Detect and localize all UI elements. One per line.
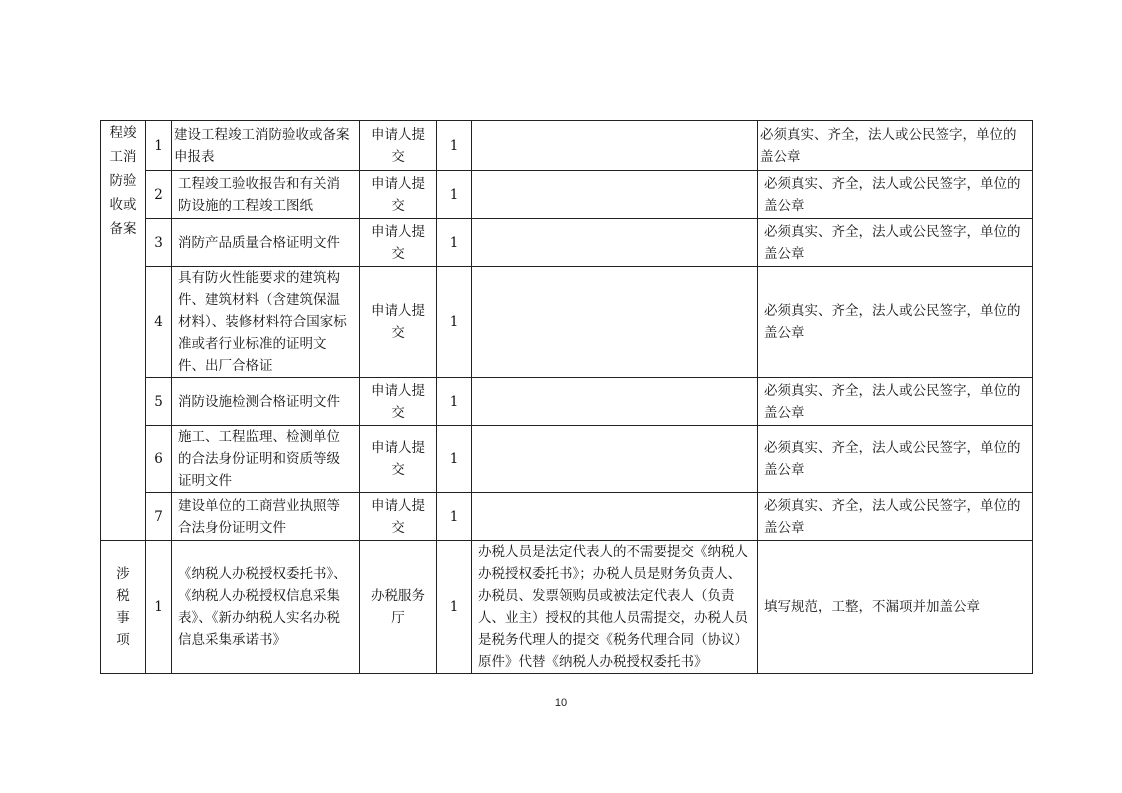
note-cell	[472, 426, 758, 493]
requirement-cell: 必须真实、齐全，法人或公民签字，单位的盖公章	[758, 267, 1033, 378]
copy-count: 1	[437, 219, 472, 267]
row-index: 4	[146, 267, 172, 378]
material-name: 具有防火性能要求的建筑构件、建筑材料（含建筑保温材料）、装修材料符合国家标准或者行业标准的证明文件、出厂合格证	[172, 267, 360, 378]
note-cell	[472, 121, 758, 171]
material-name: 工程竣工验收报告和有关消防设施的工程竣工图纸	[172, 171, 360, 219]
copy-count: 1	[437, 541, 472, 674]
submission-source: 申请人提交	[360, 378, 437, 426]
requirement-cell: 填写规范，工整，不漏项并加盖公章	[758, 541, 1033, 674]
copy-count: 1	[437, 493, 472, 541]
submission-source: 办税服务厅	[360, 541, 437, 674]
requirement-cell: 必须真实、齐全，法人或公民签字，单位的盖公章	[758, 426, 1033, 493]
material-name: 消防产品质量合格证明文件	[172, 219, 360, 267]
material-name: 消防设施检测合格证明文件	[172, 378, 360, 426]
material-name: 《纳税人办税授权委托书》、《纳税人办税授权信息采集表》、《新办纳税人实名办税信息采集承诺书》	[172, 541, 360, 674]
copy-count: 1	[437, 171, 472, 219]
table-row	[101, 378, 1033, 426]
submission-source: 申请人提交	[360, 171, 437, 219]
note-cell	[472, 378, 758, 426]
submission-source: 申请人提交	[360, 267, 437, 378]
table-row	[101, 493, 1033, 541]
requirement-cell: 必须真实、齐全，法人或公民签字，单位的盖公章	[758, 121, 1033, 171]
copy-count: 1	[437, 426, 472, 493]
category-cell: 程竣工消防验收或备案	[101, 121, 146, 541]
note-cell: 办税人员是法定代表人的不需要提交《纳税人办税授权委托书》；办税人员是财务负责人、办税员、发票领购员或被法定代表人（负责人、业主）授权的其他人员需提交，办税人员是税务代理人的提交《税务代理合同（协议）原件》代替《纳税人办税授权委托书》	[472, 541, 758, 674]
requirement-cell: 必须真实、齐全，法人或公民签字，单位的盖公章	[758, 219, 1033, 267]
row-index: 5	[146, 378, 172, 426]
requirements-table	[100, 120, 1033, 674]
requirement-cell: 必须真实、齐全，法人或公民签字，单位的盖公章	[758, 378, 1033, 426]
row-index: 1	[146, 541, 172, 674]
category-cell: 涉税事项	[101, 541, 146, 674]
submission-source: 申请人提交	[360, 493, 437, 541]
copy-count: 1	[437, 267, 472, 378]
row-index: 7	[146, 493, 172, 541]
note-cell	[472, 171, 758, 219]
requirement-cell: 必须真实、齐全，法人或公民签字，单位的盖公章	[758, 493, 1033, 541]
material-name: 建设工程竣工消防验收或备案申报表	[172, 121, 360, 171]
note-cell	[472, 493, 758, 541]
row-index: 6	[146, 426, 172, 493]
material-name: 施工、工程监理、检测单位的合法身份证明和资质等级证明文件	[172, 426, 360, 493]
material-name: 建设单位的工商营业执照等合法身份证明文件	[172, 493, 360, 541]
submission-source: 申请人提交	[360, 121, 437, 171]
copy-count: 1	[437, 378, 472, 426]
row-index: 2	[146, 171, 172, 219]
table-row	[101, 121, 1033, 171]
table-row	[101, 171, 1033, 219]
table-row	[101, 267, 1033, 378]
requirement-cell: 必须真实、齐全，法人或公民签字，单位的盖公章	[758, 171, 1033, 219]
row-index: 1	[146, 121, 172, 171]
page-number: 10	[554, 697, 568, 709]
table-row	[101, 426, 1033, 493]
row-index: 3	[146, 219, 172, 267]
note-cell	[472, 267, 758, 378]
table-row	[101, 219, 1033, 267]
submission-source: 申请人提交	[360, 219, 437, 267]
note-cell	[472, 219, 758, 267]
submission-source: 申请人提交	[360, 426, 437, 493]
table-row	[101, 541, 1033, 674]
copy-count: 1	[437, 121, 472, 171]
